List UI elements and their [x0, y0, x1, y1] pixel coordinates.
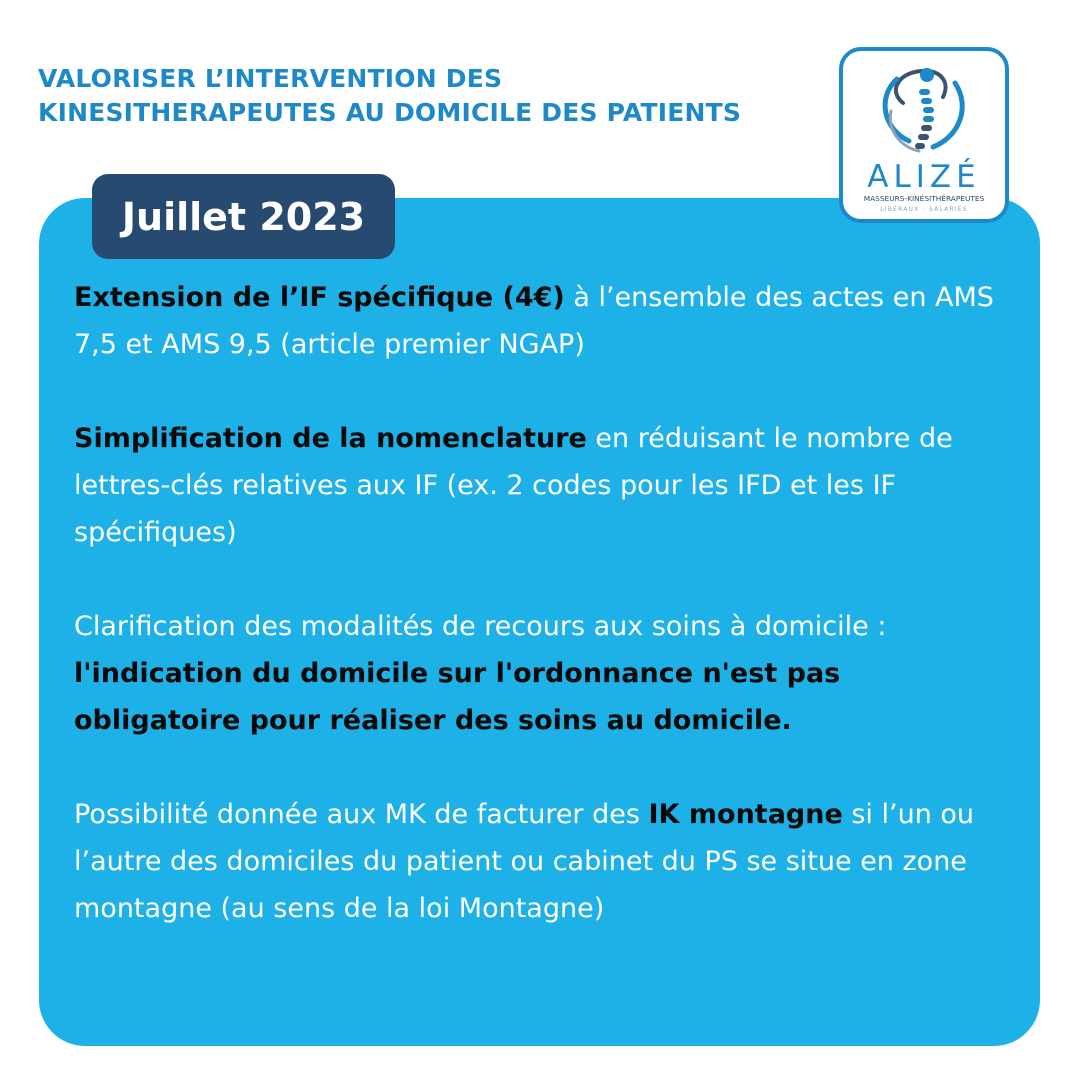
spine-figure-icon — [843, 51, 1005, 219]
item-text: à l’ensemble des actes en AMS 7,5 et AMS 9,5 (article premier NGAP) — [74, 282, 994, 360]
title-line-1: VALORISER L’INTERVENTION DES — [38, 64, 503, 93]
alize-logo — [839, 47, 1009, 223]
item-text: en réduisant le nombre de lettres-clés relatives aux IF (ex. 2 codes pour les IFD et les IF spécifiques) — [74, 423, 953, 548]
list-item-if-extension — [74, 274, 1004, 368]
logo-brand: ALIZÉ — [867, 159, 981, 195]
item-emphasis: Extension de l’IF spécifique (4€) — [74, 282, 565, 313]
list-item-domicile — [74, 603, 1004, 744]
item-text: Clarification des modalités de recours aux soins à domicile : — [74, 611, 887, 642]
item-emphasis: l'indication du domicile sur l'ordonnance n'est pas obligatoire pour réaliser des soins au domicile. — [74, 658, 841, 736]
item-text: si l’un ou l’autre des domiciles du patient ou cabinet du PS se situe en zone montagne (au sens de la loi Montagne) — [74, 799, 975, 924]
list-item-nomenclature — [74, 415, 1004, 556]
content-list — [74, 274, 1004, 932]
title-line-2: KINESITHERAPEUTES AU DOMICILE DES PATIENTS — [38, 98, 742, 127]
item-text: Possibilité donnée aux MK de facturer des — [74, 799, 649, 830]
logo-tagline: LIBÉRAUX - SALARIÉS — [880, 206, 968, 213]
logo-subtitle: MASSEURS-KINÉSITHÉRAPEUTES — [863, 194, 985, 203]
list-item-ik-montagne — [74, 791, 1004, 932]
item-emphasis: Simplification de la nomenclature — [74, 423, 587, 454]
page-title — [38, 62, 741, 130]
item-emphasis: IK montagne — [648, 799, 843, 830]
date-badge: Juillet 2023 — [92, 174, 395, 259]
